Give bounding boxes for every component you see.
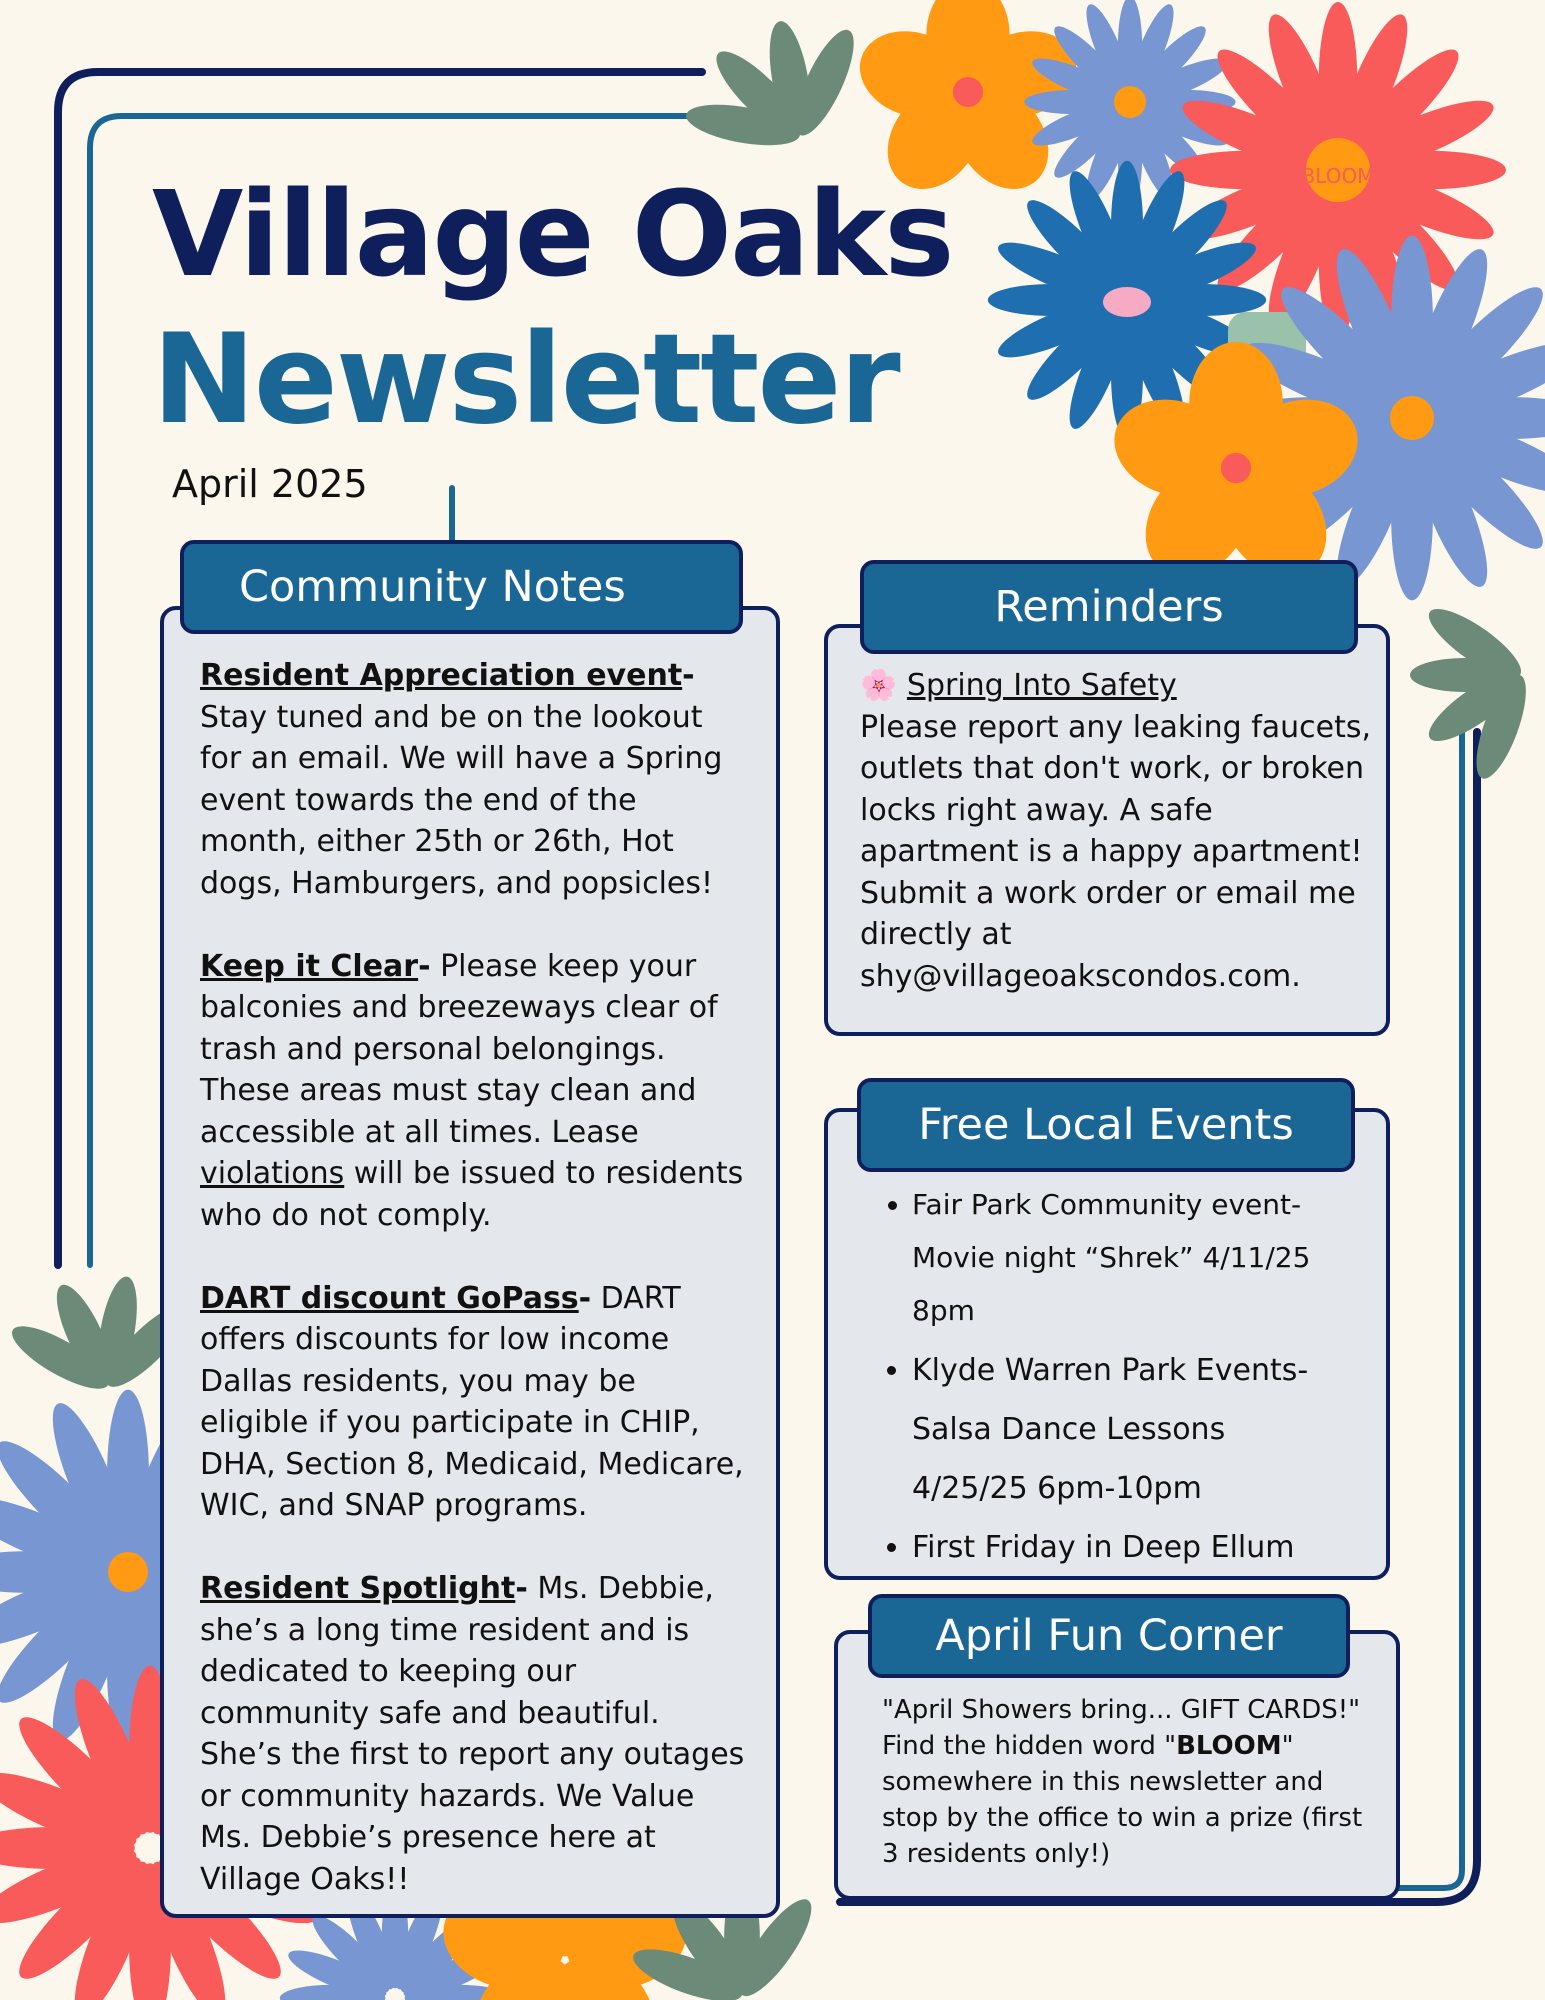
reminders-body [860, 665, 1375, 997]
note-keep-it-clear [200, 946, 745, 1237]
cherry-blossom-icon: 🌸 [860, 668, 898, 703]
reminder-body: Please report any leaking faucets, outlets that don't work, or broken locks right away. A safe apartment is a happy apartment! Submit a work order or email me directly at shy@villageoakscondos.com. [860, 709, 1372, 994]
hidden-word: BLOOM [1301, 164, 1375, 188]
note-body: Ms. Debbie, she’s a long time resident and is dedicated to keeping our community safe and beautiful. She’s the first to report any outages or community hazards. We Value Ms. Debbie’s presence here at Village Oaks!! [200, 1571, 745, 1897]
event-item: • Fair Park Community event- Movie night “Shrek” 4/11/25 8pm [912, 1178, 1338, 1337]
note-resident-spotlight [200, 1568, 745, 1900]
reminders-title: Reminders [994, 582, 1224, 632]
community-notes-heading [180, 540, 743, 634]
fun-corner-pre: Find the hidden word " [882, 1731, 1177, 1761]
note-dart-gopass [200, 1278, 745, 1527]
fun-corner-line-2 [882, 1728, 1372, 1872]
event-item: • First Friday in Deep Ellum [912, 1518, 1338, 1577]
note-separator: - [515, 1571, 528, 1606]
title-line-1: Village Oaks [152, 165, 953, 303]
fun-corner-line-1: "April Showers bring... GIFT CARDS!" [882, 1695, 1361, 1725]
reminders-heading [860, 560, 1358, 654]
events-list [868, 1178, 1338, 1577]
note-body: Please keep your balconies and breezeways clear of trash and personal belongings. These areas must stay clean and accessible at all times. Lease [200, 948, 718, 1150]
note-title: Resident Spotlight [200, 1571, 516, 1606]
events-heading [857, 1078, 1355, 1172]
note-resident-appreciation [200, 655, 745, 904]
hidden-word-label: BLOOM [1176, 1731, 1282, 1761]
fun-corner-body [882, 1692, 1372, 1872]
fun-corner-title: April Fun Corner [935, 1611, 1283, 1661]
community-notes-title: Community Notes [239, 562, 626, 612]
event-item: • Klyde Warren Park Events- Salsa Dance Lessons 4/25/25 6pm-10pm [912, 1341, 1338, 1518]
fun-corner-heading [868, 1594, 1350, 1678]
events-list-wrap [868, 1178, 1338, 1577]
issue-date: April 2025 [172, 462, 368, 506]
note-separator: - [578, 1280, 592, 1316]
note-body: DART offers discounts for low income Dallas residents, you may be eligible if you participate in CHIP, DHA, Section 8, Medicaid, Medicare, WIC, and SNAP programs. [200, 1280, 744, 1523]
note-title: DART discount GoPass [200, 1280, 579, 1316]
note-title: Resident Appreciation event [200, 658, 683, 693]
note-body-end: will be issued to residents who do not comply. [200, 1156, 744, 1233]
fun-corner-post: " somewhere in this newsletter and stop by the office to win a prize (first 3 residents only!) [882, 1731, 1363, 1869]
reminder-title-row [860, 665, 1375, 707]
title-line-2: Newsletter [152, 308, 899, 452]
note-separator: - [682, 658, 695, 693]
community-notes-body [200, 655, 745, 1942]
events-title: Free Local Events [918, 1100, 1294, 1150]
flower-leaves-right [1410, 598, 1536, 784]
note-body: Stay tuned and be on the lookout for an email. We will have a Spring event towards the end of the month, either 25th or 26th, Hot dogs, Hamburgers, and popsicles! [200, 699, 723, 901]
note-title: Keep it Clear [200, 948, 419, 984]
note-separator: - [418, 948, 431, 984]
flower-leaves-top [667, 7, 883, 171]
violations-link[interactable]: violations [200, 1156, 345, 1191]
reminder-title: Spring Into Safety [906, 668, 1177, 703]
